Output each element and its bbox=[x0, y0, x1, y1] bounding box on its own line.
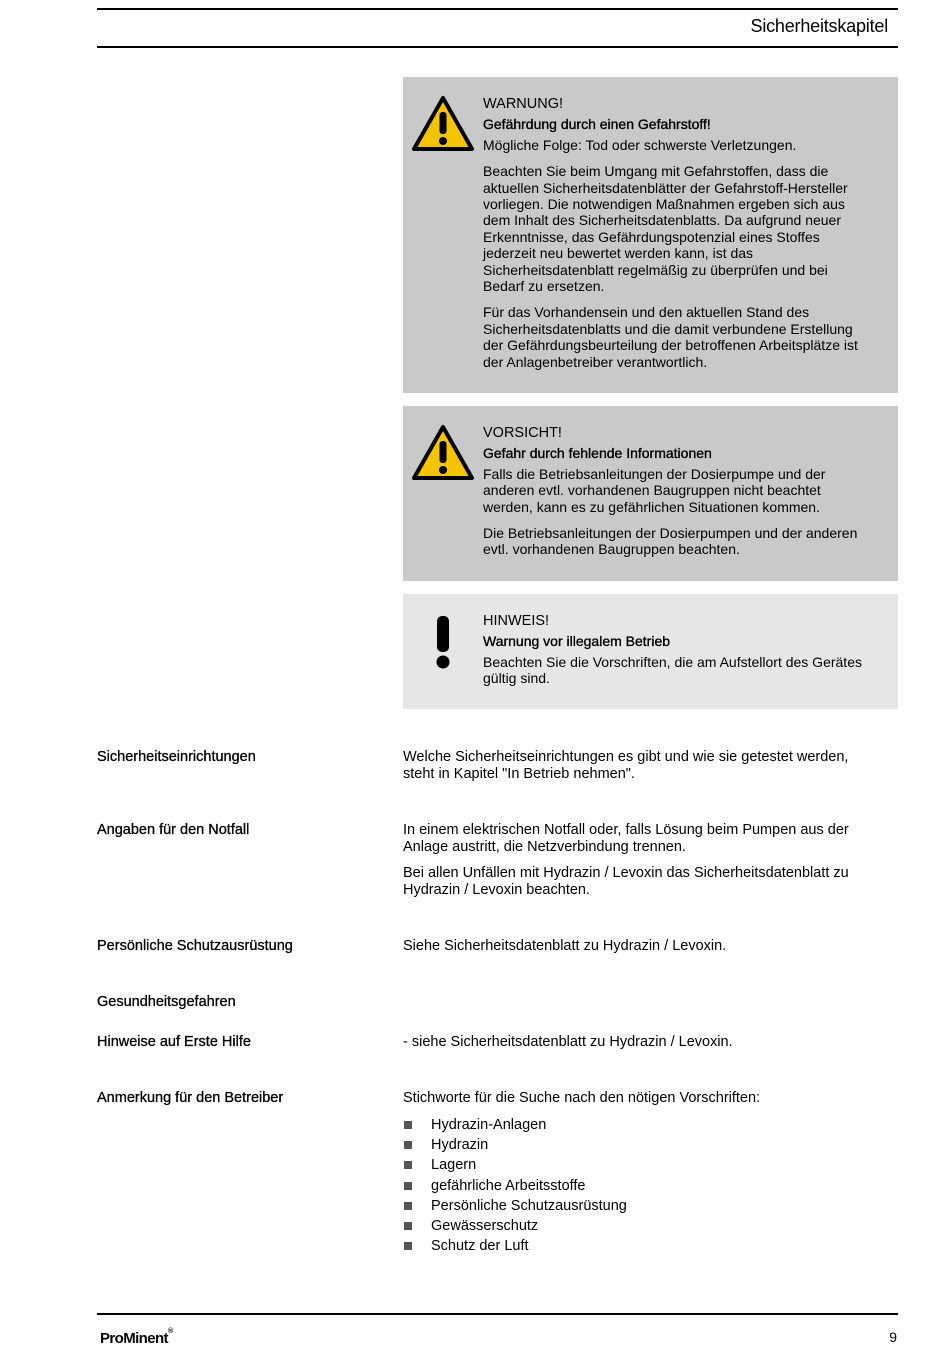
caution-paragraph-2: Die Betriebsanleitungen der Dosierpumpen und der anderen evtl. vorhandenen Baugruppen beachten. bbox=[483, 525, 858, 558]
caution-severity: VORSICHT! bbox=[483, 425, 562, 441]
header-top-rule bbox=[97, 8, 898, 10]
prominent-logo bbox=[100, 1330, 173, 1347]
ppe-label: Persönliche Schutzausrüstung bbox=[97, 938, 293, 954]
notice-severity: HINWEIS! bbox=[483, 613, 550, 629]
registered-mark: ® bbox=[167, 1328, 173, 1335]
bullet-square-icon bbox=[404, 1202, 412, 1210]
caution-triangle-icon bbox=[411, 424, 475, 482]
bullet-square-icon bbox=[404, 1121, 412, 1129]
list-item bbox=[403, 1238, 627, 1258]
caution-paragraph-1: Falls die Betriebsanleitungen der Dosierpumpe und der anderen evtl. vorhandenen Baugruppen nicht beachtet werden, kann es zu gefährlichen Situationen kommen. bbox=[483, 465, 826, 515]
list-item bbox=[403, 1137, 627, 1157]
list-item-text: Lagern bbox=[431, 1157, 477, 1174]
health-hazards-label: Gesundheitsgefahren bbox=[97, 994, 236, 1010]
keyword-list bbox=[403, 1117, 627, 1258]
notice-heading: Warnung vor illegalem Betrieb bbox=[483, 633, 671, 650]
list-item-text: Gewässerschutz bbox=[431, 1217, 539, 1234]
emergency-text bbox=[403, 822, 873, 908]
notice-paragraph: Beachten Sie die Vorschriften, die am Aufstellort des Gerätes gültig sind. bbox=[483, 653, 862, 687]
exclamation-icon bbox=[431, 616, 455, 670]
operator-note-intro: Stichworte für die Suche nach den nötigen Vorschriften: bbox=[403, 1090, 761, 1106]
warning-consequence: Mögliche Folge: Tod oder schwerste Verletzungen. bbox=[483, 136, 797, 153]
list-item bbox=[403, 1117, 627, 1137]
chapter-title: Sicherheitskapitel bbox=[750, 16, 888, 36]
warning-paragraph-1: Beachten Sie beim Umgang mit Gefahrstoffen, dass die aktuellen Sicherheitsdatenblätter der Gefahrstoff-Hersteller vorliegen. Die notwendigen Maßnahmen ergeben sich aus dem Inhalt des Sicherheitsdatenblatts. Da aufgrund neuer Erkenntnisse, das Gefährdungspotenzial eines Stoffes jederzeit neu bewertet werden kann, ist das Sicherheitsdatenblatt regelmäßig zu überprüfen und bei Bedarf zu ersetzen. bbox=[483, 163, 848, 295]
caution-heading: Gefahr durch fehlende Informationen bbox=[483, 445, 712, 462]
bullet-square-icon bbox=[404, 1141, 412, 1149]
emergency-paragraph-1: In einem elektrischen Notfall oder, falls Lösung beim Pumpen aus der Anlage austritt, die Netzverbindung trennen. bbox=[403, 822, 849, 855]
footer-rule bbox=[97, 1313, 898, 1315]
bullet-square-icon bbox=[404, 1161, 412, 1169]
list-item-text: Persönliche Schutzausrüstung bbox=[431, 1197, 627, 1214]
list-item-text: Hydrazin-Anlagen bbox=[431, 1117, 547, 1133]
warning-paragraph-2: Für das Vorhandensein und den aktuellen Stand des Sicherheitsdatenblatts und die damit verbundene Erstellung der Gefährdungsbeurteilung der betroffenen Arbeitsplätze ist der Anlagenbetreiber verantwortlich. bbox=[483, 304, 858, 370]
first-aid-label: Hinweise auf Erste Hilfe bbox=[97, 1034, 251, 1050]
brand-name: ProMinent bbox=[100, 1330, 168, 1347]
emergency-paragraph-2: Bei allen Unfällen mit Hydrazin / Levoxin das Sicherheitsdatenblatt zu Hydrazin / Levoxin beachten. bbox=[403, 865, 849, 898]
list-item bbox=[403, 1157, 627, 1177]
notice-box bbox=[403, 594, 898, 709]
list-item-text: gefährliche Arbeitsstoffe bbox=[431, 1177, 586, 1194]
safety-devices-label: Sicherheitseinrichtungen bbox=[97, 749, 256, 765]
safety-devices-paragraph: Welche Sicherheitseinrichtungen es gibt und wie sie getestet werden, steht in Kapitel "In Betrieb nehmen". bbox=[403, 749, 849, 782]
page-number: 9 bbox=[889, 1329, 897, 1345]
safety-devices-text bbox=[403, 749, 873, 782]
operator-note-label: Anmerkung für den Betreiber bbox=[97, 1090, 284, 1106]
warning-severity: WARNUNG! bbox=[483, 96, 564, 112]
bullet-square-icon bbox=[404, 1222, 412, 1230]
warning-heading: Gefährdung durch einen Gefahrstoff! bbox=[483, 116, 711, 133]
list-item bbox=[403, 1178, 627, 1198]
bullet-square-icon bbox=[404, 1182, 412, 1190]
list-item bbox=[403, 1198, 627, 1218]
caution-box bbox=[403, 406, 898, 581]
ppe-text: Siehe Sicherheitsdatenblatt zu Hydrazin / Levoxin. bbox=[403, 938, 727, 954]
warning-box bbox=[403, 77, 898, 393]
list-item-text: Hydrazin bbox=[431, 1137, 489, 1154]
list-item-text: Schutz der Luft bbox=[431, 1238, 529, 1255]
warning-triangle-icon bbox=[411, 95, 475, 153]
bullet-square-icon bbox=[404, 1242, 412, 1250]
list-item bbox=[403, 1218, 627, 1238]
header-bottom-rule bbox=[97, 46, 898, 48]
first-aid-text: - siehe Sicherheitsdatenblatt zu Hydrazin / Levoxin. bbox=[403, 1034, 733, 1050]
emergency-label: Angaben für den Notfall bbox=[97, 822, 250, 838]
